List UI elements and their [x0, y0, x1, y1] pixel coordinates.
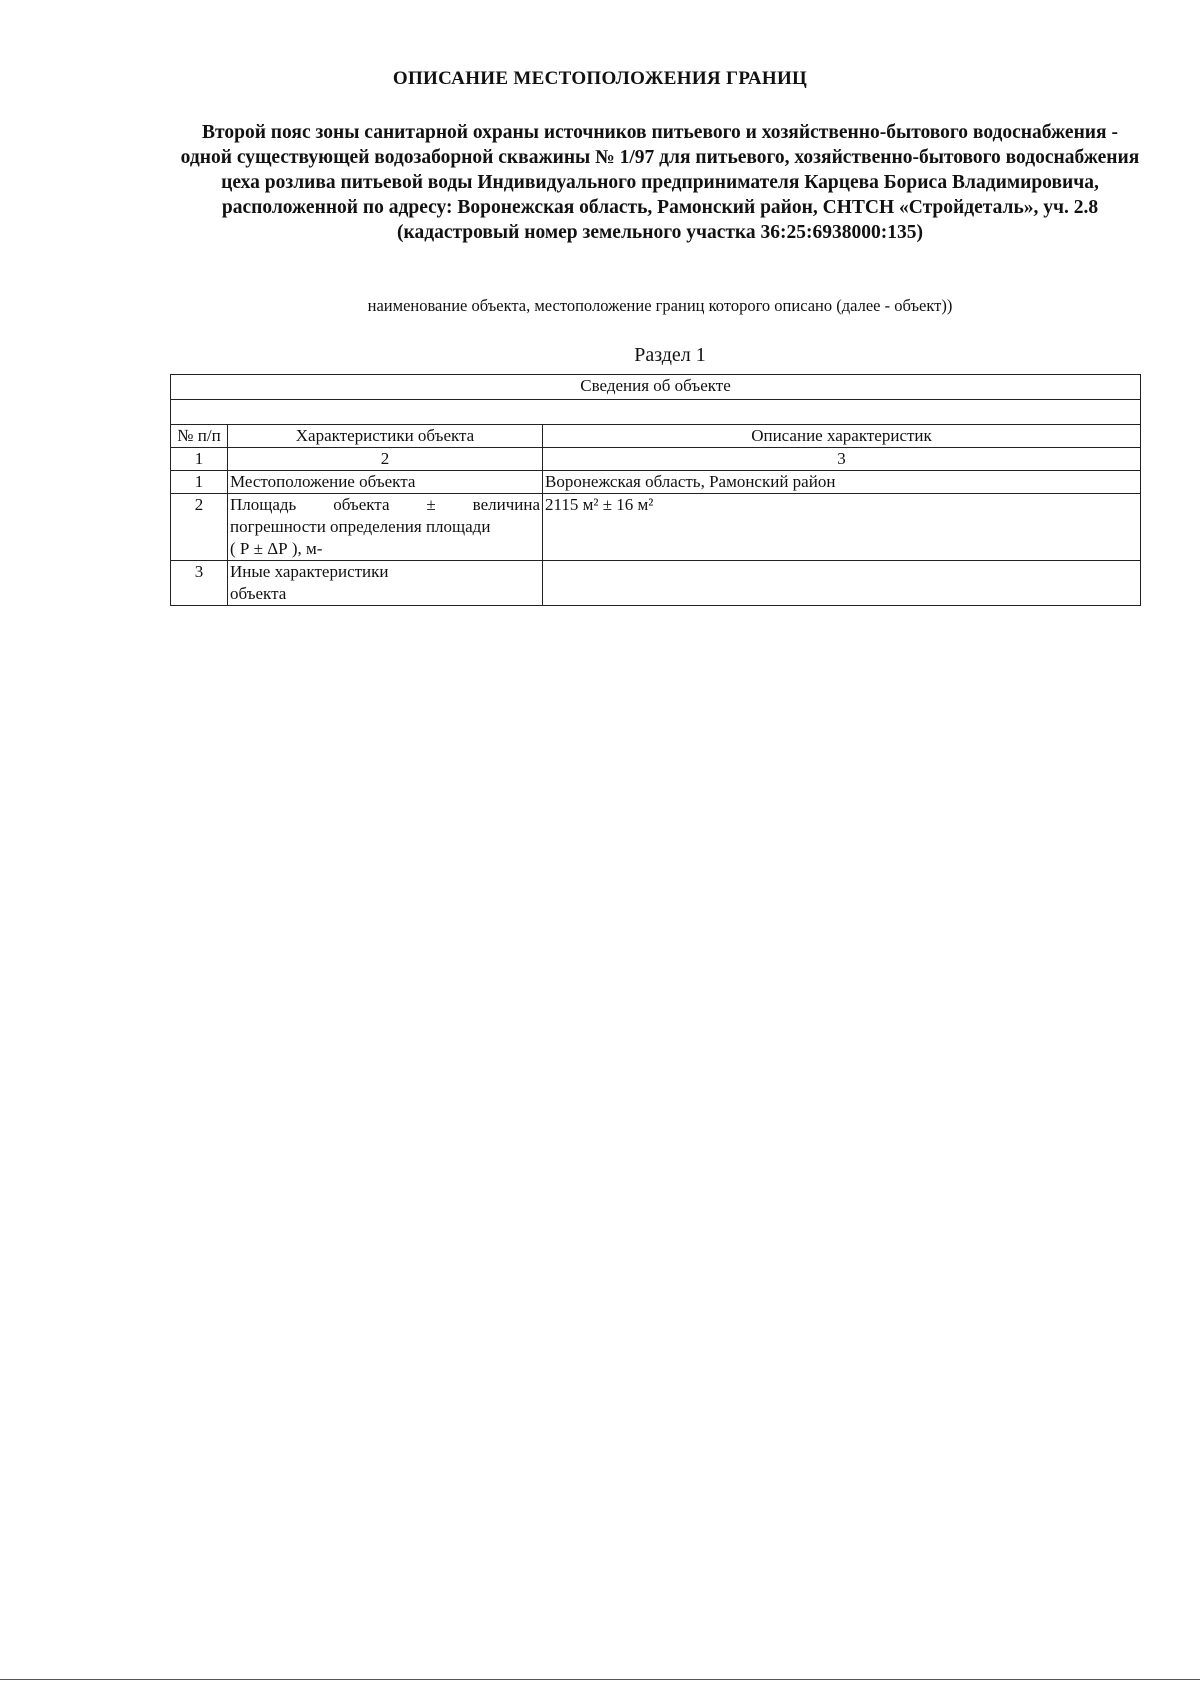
- section-heading: Раздел 1: [634, 344, 706, 366]
- table-empty-row: [171, 400, 1141, 425]
- page-bottom-rule: [0, 1679, 1200, 1680]
- row-characteristic: [228, 561, 543, 606]
- column-number-3: 3: [543, 448, 1141, 471]
- column-number-2: 2: [228, 448, 543, 471]
- empty-cell: [171, 400, 1141, 425]
- document-title: ОПИСАНИЕ МЕСТОПОЛОЖЕНИЯ ГРАНИЦ: [392, 68, 808, 89]
- column-header-characteristics: Характеристики объекта: [228, 425, 543, 448]
- column-number-1: 1: [171, 448, 228, 471]
- row-description: Воронежская область, Рамонский район: [543, 471, 1141, 494]
- row-description: [543, 561, 1141, 606]
- column-header-description: Описание характеристик: [543, 425, 1141, 448]
- row-characteristic: Местоположение объекта: [228, 471, 543, 494]
- row-description: 2115 м² ± 16 м²: [543, 494, 1141, 561]
- object-caption: наименование объекта, местоположение границ которого описано (далее - объект)): [367, 296, 953, 315]
- column-header-number: № п/п: [171, 425, 228, 448]
- row-number: 1: [171, 471, 228, 494]
- row-characteristic: [228, 494, 543, 561]
- object-info-table: [170, 374, 1141, 606]
- characteristic-line: объекта: [230, 584, 287, 603]
- characteristic-line: Иные характеристики: [230, 562, 389, 581]
- row-number: 2: [171, 494, 228, 561]
- row-number: 3: [171, 561, 228, 606]
- table-row: [171, 471, 1141, 494]
- characteristic-line: Площадь объекта ± величина: [230, 495, 540, 514]
- table-header: Сведения об объекте: [171, 375, 1141, 400]
- table-row: [171, 494, 1141, 561]
- table-header-row: [171, 375, 1141, 400]
- characteristic-line: ( Р ± ΔР ), м-: [230, 539, 323, 558]
- table-row: [171, 561, 1141, 606]
- column-header-row: [171, 425, 1141, 448]
- characteristic-line: погрешности определения площади: [230, 517, 491, 536]
- column-number-row: [171, 448, 1141, 471]
- document-subtitle: Второй пояс зоны санитарной охраны источников питьевого и хозяйственно-бытового водоснабжения - одной существующей водозаборной скважины № 1/97 для питьевого, хозяйственно-бытового водоснабжения цеха розлива питьевой воды Индивидуального предпринимателя Карцева Бориса Владимировича, расположенной по адресу: Воронежская область, Рамонский район, СНТСН «Стройдеталь», уч. 2.8 (кадастровый номер земельного участка 36:25:6938000:135): [180, 122, 1140, 243]
